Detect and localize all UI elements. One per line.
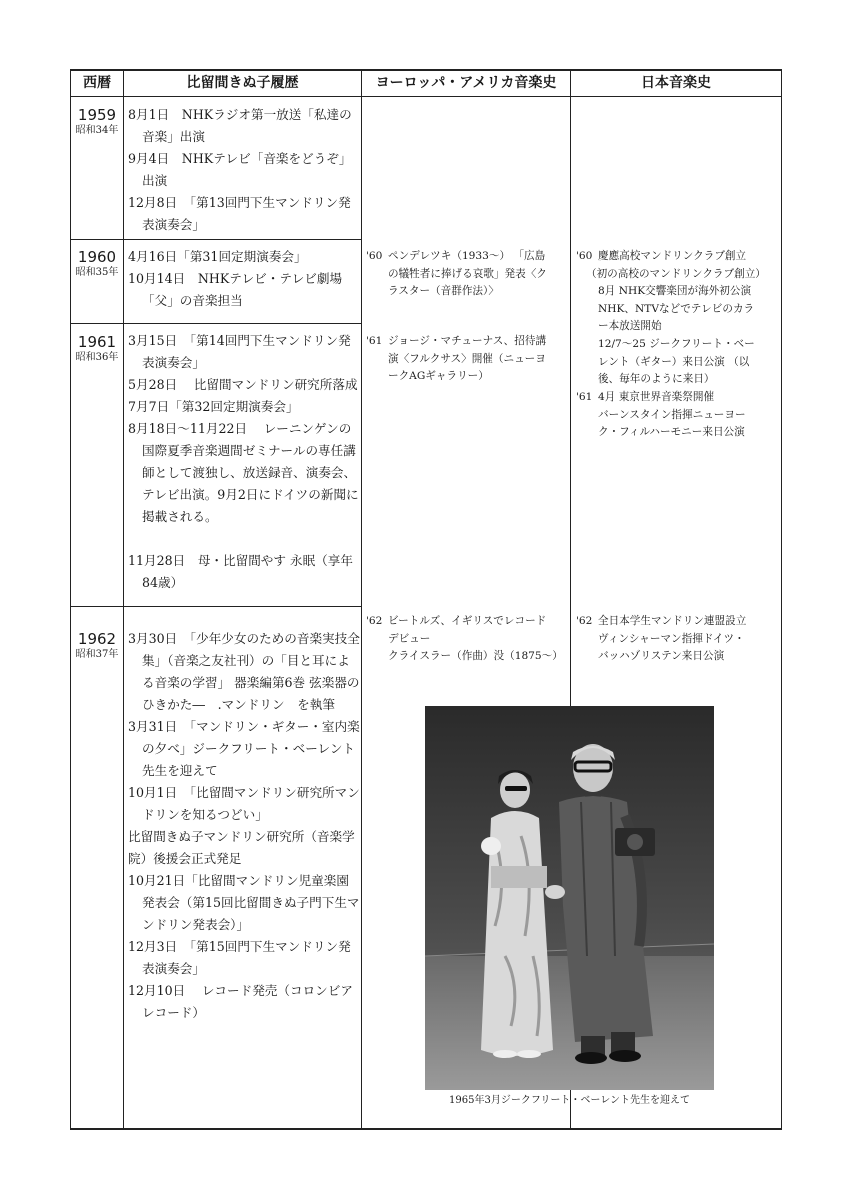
- japan-1961: [576, 389, 782, 442]
- japan-note: [576, 613, 782, 666]
- note-line: ジョージ・マチューナス、招待講: [388, 335, 547, 347]
- bio-entry: 3月15日 「第14回門下生マンドリン発表演奏会」: [128, 333, 351, 370]
- year-mark: '60: [366, 250, 383, 262]
- year-number: 1959: [77, 106, 117, 124]
- header-bio: 比留間きぬ子履歴: [186, 75, 299, 91]
- header-japan: 日本音楽史: [641, 75, 711, 91]
- bio-entry: 比留間きぬ子マンドリン研究所（音楽学院）後援会正式発足: [128, 829, 355, 866]
- note-line: （初の高校のマンドリンクラブ創立）: [586, 267, 766, 280]
- bio-entry: 3月30日 「少年少女のための音楽実技全集」（音楽之友社刊）の「目と耳による音楽の学習」 器楽編第6巻 弦楽器のひきかた― .マンドリン を執筆: [128, 631, 360, 712]
- header-year: 西暦: [83, 75, 111, 91]
- col-divider-2: [361, 69, 362, 1130]
- year-number: 1962: [77, 630, 117, 648]
- year-mark: '61: [576, 391, 593, 403]
- row-divider-1961: [70, 323, 362, 324]
- note-line: 8月 NHK交響楽団が海外初公演: [598, 285, 752, 298]
- note-line: 慶應高校マンドリンクラブ創立: [598, 250, 747, 262]
- bio-entry: 12月10日 レコード発売（コロンビアレコード）: [128, 983, 353, 1020]
- year-mark: '62: [576, 615, 593, 627]
- table-right-border: [781, 69, 782, 1130]
- bio-entry: 10月21日「比留間マンドリン児童楽園発表会（第15回比留間きぬ子門下生マンドリン発表会）」: [128, 873, 360, 932]
- bio-entry: 3月31日 「マンドリン・ギター・室内楽の夕べ」ジークフリート・ベーレント先生を迎えて: [128, 719, 360, 778]
- bio-entry: 9月4日 NHKテレビ「音楽をどうぞ」出演: [128, 151, 352, 188]
- table-left-border: [70, 69, 71, 1130]
- header-divider: [70, 96, 782, 97]
- bio-entry: 5月28日 比留間マンドリン研究所落成: [128, 377, 358, 392]
- year-era: 昭和34年: [75, 125, 119, 136]
- note-line: 全日本学生マンドリン連盟設立: [598, 615, 747, 627]
- note-line: ー本放送開始: [598, 320, 662, 333]
- year-1961: [72, 333, 122, 364]
- japan-note: [576, 389, 782, 442]
- west-note: [366, 333, 564, 386]
- bio-1961: [128, 330, 360, 594]
- row-divider-1962: [70, 606, 362, 607]
- note-line: レント（ギター）来日公演 （以: [598, 355, 750, 368]
- west-note: [366, 248, 564, 301]
- west-note: [366, 613, 564, 666]
- west-1961: [366, 333, 564, 386]
- year-era: 昭和37年: [75, 649, 119, 660]
- bio-entry: 7月7日「第32回定期演奏会」: [128, 399, 299, 414]
- bio-1959: [128, 104, 360, 236]
- bio-entry: 11月28日 母・比留間やす 永眠（享年84歳）: [128, 553, 353, 590]
- note-line: ペンデレツキ（1933～） 「広島: [388, 250, 546, 262]
- west-1960: [366, 248, 564, 301]
- note-line: バッハゾリステン来日公演: [598, 650, 725, 663]
- note-line: の犠牲者に捧げる哀歌」発表〈ク: [388, 267, 547, 280]
- photo-illustration: [425, 706, 714, 1090]
- note-line: クライスラー（作曲）没（1875～）: [388, 650, 563, 663]
- west-1962: [366, 613, 564, 666]
- year-mark: '62: [366, 615, 383, 627]
- year-1959: [72, 106, 122, 137]
- note-line: 演〈フルクサス〉開催（ニューヨ: [388, 352, 546, 365]
- note-line: デビュー: [388, 632, 431, 645]
- bio-entry: 4月16日「第31回定期演奏会」: [128, 249, 307, 264]
- bio-entry: 10月1日 「比留間マンドリン研究所マンドリンを知るつどい」: [128, 785, 360, 822]
- header-west: ヨーロッパ・アメリカ音楽史: [375, 75, 557, 91]
- year-number: 1961: [77, 333, 117, 351]
- year-number: 1960: [77, 248, 117, 266]
- bio-1960: [128, 246, 360, 312]
- note-line: 12/7～25 ジークフリート・ベー: [598, 337, 755, 350]
- year-1960: [72, 248, 122, 279]
- bio-entry: 12月8日 「第13回門下生マンドリン発表演奏会」: [128, 195, 351, 232]
- photo-berendt-visit: [425, 706, 714, 1090]
- note-line: ビートルズ、イギリスでレコード: [388, 615, 547, 627]
- note-line: ク・フィルハーモニー来日公演: [598, 426, 745, 439]
- year-mark: '61: [366, 335, 383, 347]
- table-bottom-border: [70, 1128, 782, 1130]
- year-era: 昭和35年: [75, 267, 119, 278]
- year-era: 昭和36年: [75, 352, 119, 363]
- year-1962: [72, 630, 122, 661]
- bio-entry: 8月18日～11月22日 レーニンゲンの国際夏季音楽週間ゼミナールの専任講師として渡独し、放送録音、演奏会、テレビ出演。9月2日にドイツの新聞に掲載される。: [128, 421, 359, 524]
- note-line: バーンスタイン指揮ニューヨー: [598, 408, 746, 421]
- note-line: ヴィンシャーマン指揮ドイツ・: [598, 632, 745, 645]
- spacer: [128, 528, 360, 550]
- col-divider-1: [123, 69, 124, 1130]
- bio-entry: 10月14日 NHKテレビ・テレビ劇場「父」の音楽担当: [128, 271, 343, 308]
- year-mark: '60: [576, 250, 593, 262]
- note-line: ラスター（音群作法）〉: [388, 285, 499, 298]
- note-line: NHK、NTVなどでテレビのカラ: [598, 302, 755, 315]
- note-line: 後、毎年のように来日）: [598, 373, 715, 386]
- bio-entry: 8月1日 NHKラジオ第一放送「私達の音楽」出演: [128, 107, 352, 144]
- bio-entry: 12月3日 「第15回門下生マンドリン発表演奏会」: [128, 939, 351, 976]
- japan-note: [576, 248, 782, 389]
- photo-caption: 1965年3月ジークフリート・ベーレント先生を迎えて: [449, 1095, 690, 1106]
- japan-1962: [576, 613, 782, 666]
- bio-1962: [128, 628, 360, 1024]
- japan-1960: [576, 248, 782, 389]
- row-divider-1960: [70, 239, 362, 240]
- note-line: 4月 東京世界音楽祭開催: [598, 391, 715, 403]
- note-line: ークAGギャラリー）: [388, 370, 489, 383]
